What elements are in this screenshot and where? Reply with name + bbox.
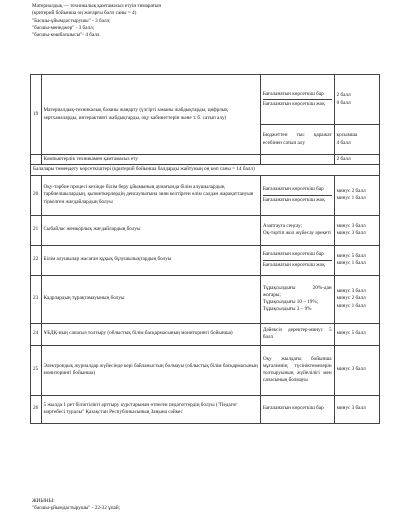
section-header-row: [31, 165, 380, 175]
criteria-line: Тұрақсыздығы 20%-дан жоғары;: [262, 284, 332, 298]
row-criteria: [260, 155, 334, 165]
row-points: [334, 275, 379, 323]
table-row: [31, 323, 380, 345]
table-row: [31, 345, 380, 395]
criteria-line: Бағаланатын көрсеткіш жоқ: [263, 99, 332, 108]
footer-line: ЖИЫНЫ:: [32, 498, 55, 504]
row-description: Сыбайлас жемқорлық жағдайлардың болуы: [41, 215, 260, 245]
row-description: ҰБДҚ-ның сапасыз толтыру (облыстық білім басқармасының мониторингі бойынша): [41, 323, 260, 345]
table-row: [31, 275, 380, 323]
row-description: Электрондық журналдар жүйесінде кері байланыстың болмауы (облыстық білім басқармасының мониторингі бойынша): [41, 345, 260, 395]
points-line: қосымша: [336, 132, 358, 139]
row-criteria: Бюджеттен тыс қаражат есебінен сатып алу: [260, 125, 334, 155]
criteria-line: Оқ-тәртіп жол жүйесау әрекеті: [262, 230, 331, 237]
intro-line: Материалдық — техникалық қамтамасыз етуін ғимаратын: [32, 3, 162, 9]
row-number: 21: [31, 215, 42, 245]
table-row: [31, 395, 380, 423]
table-row: [31, 215, 380, 245]
points-line: минус 3 балл: [336, 288, 366, 295]
points-line: минус 1 балл: [336, 195, 366, 202]
points-line: 4 балл: [336, 139, 351, 146]
row-description: 5 жылда 1 рет біліктілікті арттыру курстарынан өтпеген педагогтердің болуы ("Педагог мәртебесі туралы" Қазақстан Республикасының Заңына сәйкес: [41, 395, 260, 423]
table-row: [31, 75, 380, 125]
points-line: минус 1 балл: [336, 302, 366, 309]
row-number: 20: [31, 175, 42, 215]
row-points: [334, 215, 379, 245]
points-line: минус 5 балл: [336, 252, 366, 259]
row-description: Материалдық-техникалық базаны жаңарту (үлгірті заманы жабдықтарды, цифрлық зертханаларды, интерактивті жабдықтарды, оқу кабинеттерін және т. б. сатып алу): [41, 75, 260, 155]
row-number: 19: [31, 75, 42, 155]
criteria-line: Бағаланатын көрсеткіш жоқ: [263, 195, 332, 204]
section-header: Балалары төмендету көрсеткіштері (критерий бойынша балдарды жайтуның оң көп саны = 14 балл): [31, 165, 380, 175]
criteria-line: Бағаланатын көрсеткіш бар: [262, 186, 324, 193]
row-criteria: Бағаланатын көрсеткіш бар: [260, 395, 334, 423]
row-criteria: [260, 75, 334, 125]
points-line: минус 3 балл: [336, 222, 366, 229]
row-number: 26: [31, 395, 42, 423]
row-points: 2 балл: [334, 155, 379, 165]
points-line: 0 балл: [336, 99, 351, 106]
criteria-line: Бағаланатын көрсеткіш бар: [262, 90, 324, 97]
criteria-line: Тұрақсыздығы 10 – 19%;: [262, 299, 319, 306]
table-row: [31, 155, 380, 165]
intro-block: [32, 3, 372, 39]
criteria-line: Тұрақсыздығы 3 – 9%: [262, 306, 312, 313]
row-criteria: Оқу жылдағы бойынша мұғалімнің түсініктемелерін толтыруының жүйелілігі мен сапасының болмауы: [260, 345, 334, 395]
row-number: 23: [31, 275, 42, 323]
row-points: [334, 75, 379, 125]
row-number: 24: [31, 323, 42, 345]
intro-line: (критерий бойынша оң жоғарғы балл саны = 4): [32, 10, 137, 17]
criteria-line: Бағаланатын көрсеткіш бар: [262, 251, 324, 258]
row-points: минус 3 балл: [334, 395, 379, 423]
row-number: [31, 155, 42, 165]
criteria-line: Азаптауға сеңсау;: [262, 222, 303, 229]
row-criteria: [260, 175, 334, 215]
points-line: минус 3 балл: [336, 230, 366, 237]
row-description: Компьютерлік техникамен қамтамасыз ету: [41, 155, 260, 165]
row-points: [334, 125, 379, 155]
row-points: минус 5 балл: [334, 323, 379, 345]
points-line: минус 1 балл: [336, 260, 366, 267]
intro-line: "басшы-көшбасшысы"- 4 балл.: [32, 32, 101, 39]
row-criteria: Дәйексіз деректер-минус 5 балл: [260, 323, 334, 345]
row-number: 25: [31, 345, 42, 395]
row-criteria: [260, 275, 334, 323]
row-points: [334, 245, 379, 275]
table-row: [31, 245, 380, 275]
row-number: 22: [31, 245, 42, 275]
footer-line: "басшы-ұйымдастырушы" - 22-32 ұпай;: [32, 505, 121, 512]
criteria-line: Бағаланатын көрсеткіш жоқ: [263, 260, 332, 269]
intro-line: "басшы-менеджер" - 3 балл;: [32, 24, 95, 31]
row-description: Оқу-тәрбие процесі кезінде білім беру ұйымының аумағында білім алушылардың тарбиелшылардың, қызметкерлердің денсаулығына зиян келтірген өлім салдан жарақаттануын тіркелген жағдайлардың болуы: [41, 175, 260, 215]
table-row: [31, 175, 380, 215]
row-criteria: [260, 245, 334, 275]
points-line: минус 2 балл: [336, 295, 366, 302]
row-points: [334, 175, 379, 215]
intro-line: "Басшы-ұйымдастырушы" - 3 балл;: [32, 17, 111, 24]
row-criteria: [260, 215, 334, 245]
row-description: Білім алушылар жасаған құқық бұзушылықтардың болуы: [41, 245, 260, 275]
row-description: Кадрлардың тұрақтамауының болуы: [41, 275, 260, 323]
row-points: минус 3 балл: [334, 345, 379, 395]
points-line: 2 балл: [336, 92, 351, 99]
footer-block: [32, 498, 372, 513]
points-line: минус 2 балл: [336, 187, 366, 194]
criteria-table: [30, 74, 380, 424]
